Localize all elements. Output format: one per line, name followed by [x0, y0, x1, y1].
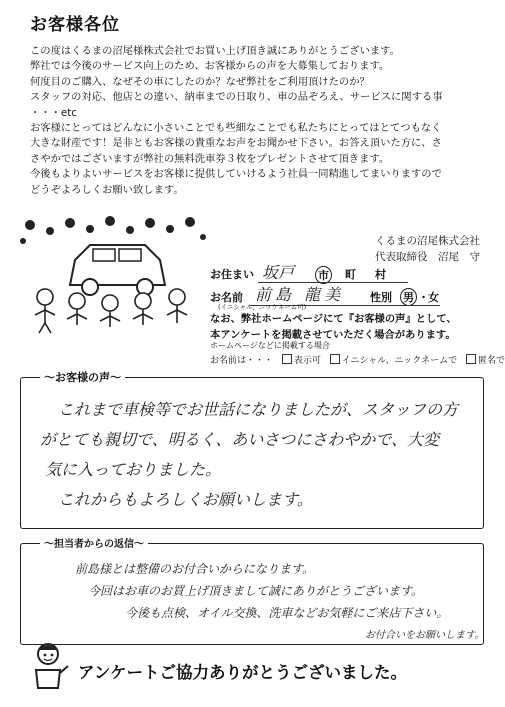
village-suffix: 村 [375, 268, 386, 281]
company-name: くるまの沼尾株式会社 [375, 235, 480, 247]
gender-label: 性別 [370, 291, 392, 304]
intro-line: スタッフの対応、他店との違い、納車までの日取り、車の品ぞろえ、サービスに関する事 [30, 91, 443, 104]
option-show-label: 表示可 [293, 356, 321, 366]
intro-line: 弊社では今後のサービス向上のため、お客様からの声を大募集しております。 [30, 60, 390, 73]
intro-line: 何度目のご購入、なぜその車にしたのか？なぜ弊社をご利用頂けたのか？ [30, 75, 370, 88]
intro-line: さやかではございますが弊社の無料洗車券３枚をプレゼントさせて頂きます。 [30, 152, 390, 165]
publish-prefix: お名前は・・・ [210, 356, 274, 366]
name-label: お名前 [210, 291, 243, 304]
intro-line: 今後もよりよいサービスをお客様に提供していけるよう社員一同精進してまいりますので [30, 168, 442, 181]
option-anon-label: 匿名で [477, 356, 505, 366]
option-show-checkbox[interactable] [282, 354, 292, 364]
option-initial-checkbox[interactable] [330, 354, 340, 364]
address-label: お住まい [210, 268, 254, 281]
reply-line: お付合いをお願いします。 [365, 630, 485, 641]
reply-line: 前島様とは整備のお付合いからになります。 [75, 562, 315, 576]
option-initial-label: イニシャル、ニックネームで [341, 356, 458, 366]
notice-line: 本アンケートを掲載させていただく場合があります。 [210, 329, 456, 341]
city-suffix-circled: 市 [315, 266, 332, 284]
voice-line: これまで車検等でお世話になりましたが、スタッフの方 [58, 400, 459, 419]
voice-line: がとても親切で、明るく、あいさつにさわやかで、大変 [40, 430, 440, 449]
name-value[interactable]: 前島 龍美 [255, 285, 345, 304]
gender-female[interactable]: 女 [428, 291, 439, 304]
voice-line: これからもよろしくお願いします。 [58, 490, 313, 509]
voice-line: 気に入っておりました。 [45, 460, 222, 479]
intro-text [30, 44, 480, 198]
intro-line: この度はくるまの沼尾様株式会社でお買い上げ頂き誠にありがとうございます。 [30, 45, 400, 57]
intro-line: 大きな財産です！是非ともお客様の貴重なお声をお聞かせ下さい。お答え頂いた方に、さ [30, 137, 442, 150]
option-anon-checkbox[interactable] [466, 354, 476, 364]
company-signer: 代表取締役 沼尾 守 [375, 251, 480, 263]
town-suffix: 町 [345, 268, 356, 281]
gender-male-circled[interactable]: 男 [400, 288, 417, 306]
voice-heading: ～お客様の声～ [40, 369, 125, 385]
reply-heading: ～担当者からの返信～ [40, 535, 148, 550]
reply-line: 今後も点検、オイル交換、洗車などお気軽にご来店下さい。 [125, 606, 449, 620]
name-note: (イニシャル、ニックネーム可) [218, 303, 307, 311]
hp-note: ホームページなどに掲載する場合 [210, 341, 330, 350]
gender-separator: ・ [418, 291, 429, 304]
intro-line: お客様にとってはどんなに小さいことでも些細なことでも私たちにとってはとてつもなく [30, 122, 442, 135]
reply-line: 今回はお車のお買上げ頂きまして誠にありがとうございます。 [88, 584, 424, 598]
mascot-icon [28, 640, 70, 690]
intro-line: ・・・etc [30, 106, 77, 119]
closing-message: アンケートご協力ありがとうございました。 [78, 663, 408, 682]
illustration-car-people [15, 215, 210, 335]
page-title: お客様各位 [30, 15, 120, 35]
notice-line: なお、弊社ホームページにて『お客様の声』として、 [210, 313, 457, 325]
name-underline [250, 305, 440, 306]
company-signature [320, 233, 480, 265]
publish-options [210, 353, 505, 366]
publish-notice [210, 311, 490, 343]
intro-line: どうぞよろしくお願い致します。 [30, 183, 184, 196]
address-value[interactable]: 坂戸 [262, 263, 295, 282]
